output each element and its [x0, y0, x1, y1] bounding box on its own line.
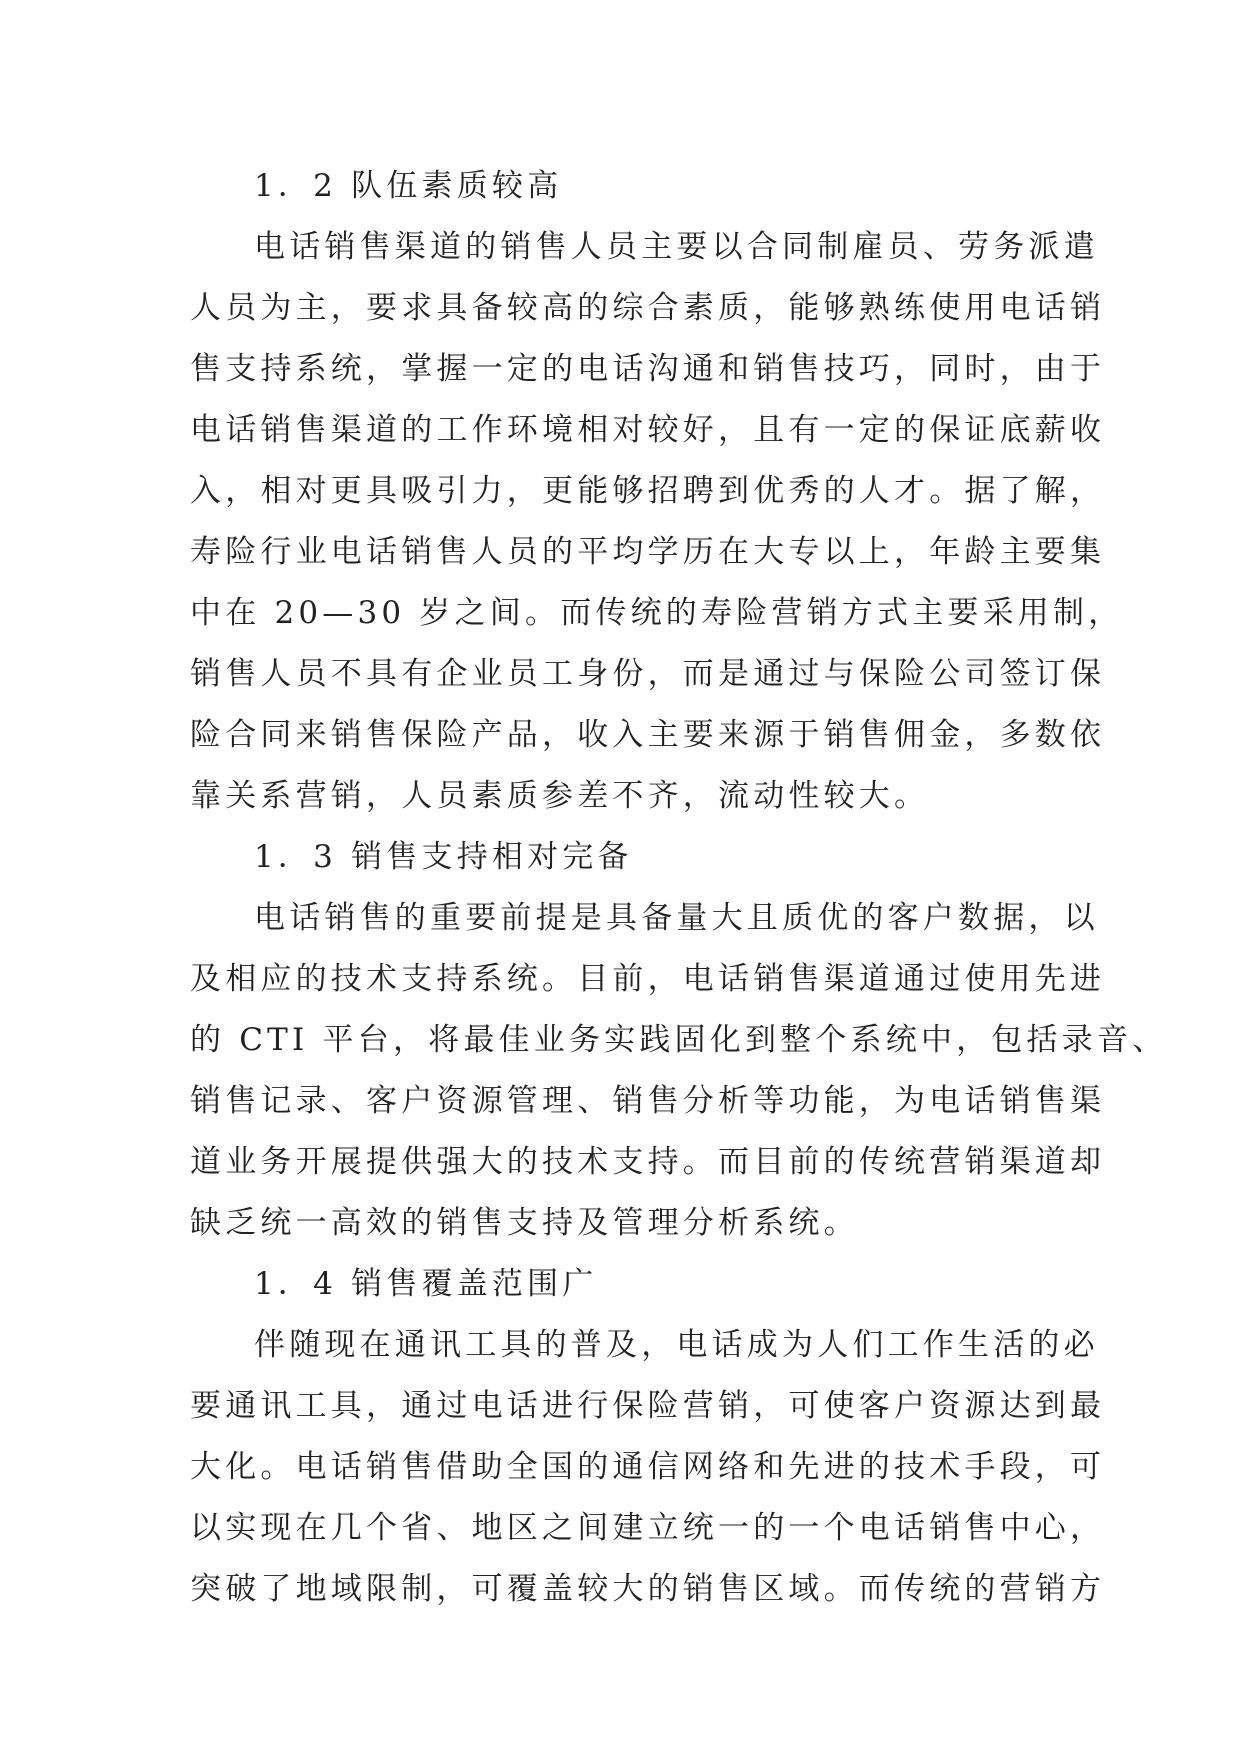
paragraph-line: 以实现在几个省、地区之间建立统一的一个电话销售中心，	[190, 1510, 1106, 1546]
paragraph-line: 缺乏统一高效的销售支持及管理分析系统。	[190, 1205, 859, 1241]
section-heading: 1．2 队伍素质较高	[254, 168, 563, 204]
paragraph-line: 大化。电话销售借助全国的通信网络和先进的技术手段，可	[190, 1449, 1106, 1485]
paragraph-line: 销售记录、客户资源管理、销售分析等功能，为电话销售渠	[190, 1083, 1106, 1119]
section-heading: 1．3 销售支持相对完备	[254, 839, 633, 875]
section-heading: 1．4 销售覆盖范围广	[254, 1266, 598, 1302]
paragraph-line: 销售人员不具有企业员工身份，而是通过与保险公司签订保	[190, 656, 1106, 692]
paragraph-line: 电话销售的重要前提是具备量大且质优的客户数据，以	[254, 900, 1099, 936]
paragraph-line: 中在 20—30 岁之间。而传统的寿险营销方式主要采用制，	[190, 595, 1124, 631]
paragraph-line: 靠关系营销，人员素质参差不齐，流动性较大。	[190, 778, 930, 814]
paragraph-line: 险合同来销售保险产品，收入主要来源于销售佣金，多数依	[190, 717, 1106, 753]
paragraph-line: 突破了地域限制，可覆盖较大的销售区域。而传统的营销方	[190, 1571, 1106, 1607]
paragraph-line: 售支持系统，掌握一定的电话沟通和销售技巧，同时，由于	[190, 351, 1106, 387]
paragraph-line: 要通讯工具，通过电话进行保险营销，可使客户资源达到最	[190, 1388, 1106, 1424]
paragraph-line: 及相应的技术支持系统。目前，电话销售渠道通过使用先进	[190, 961, 1106, 997]
paragraph-line: 寿险行业电话销售人员的平均学历在大专以上，年龄主要集	[190, 534, 1106, 570]
paragraph-line: 伴随现在通讯工具的普及，电话成为人们工作生活的必	[254, 1327, 1099, 1363]
paragraph-line: 的 CTI 平台，将最佳业务实践固化到整个系统中，包括录音、	[190, 1022, 1168, 1058]
paragraph-line: 电话销售渠道的工作环境相对较好，且有一定的保证底薪收	[190, 412, 1106, 448]
paragraph-line: 人员为主，要求具备较高的综合素质，能够熟练使用电话销	[190, 290, 1106, 326]
document-body	[190, 156, 1168, 1620]
paragraph-line: 道业务开展提供强大的技术支持。而目前的传统营销渠道却	[190, 1144, 1106, 1180]
paragraph-line: 电话销售渠道的销售人员主要以合同制雇员、劳务派遣	[254, 229, 1099, 265]
paragraph-line: 入，相对更具吸引力，更能够招聘到优秀的人才。据了解，	[190, 473, 1106, 509]
